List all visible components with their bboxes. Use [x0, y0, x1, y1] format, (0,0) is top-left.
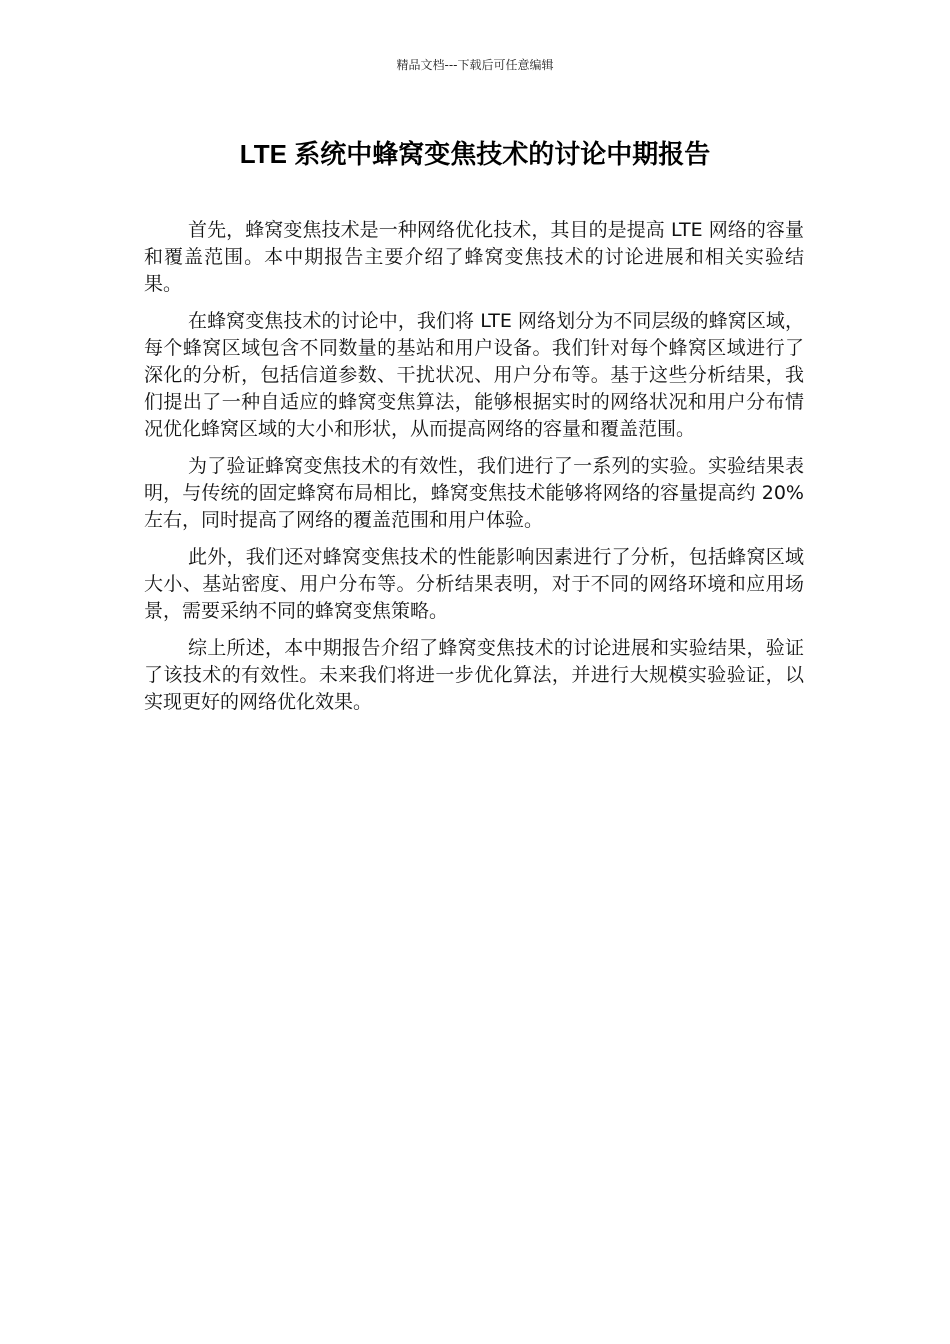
paragraph-intro: 首先，蜂窝变焦技术是一种网络优化技术，其目的是提高 LTE 网络的容量和覆盖范围。本中期报告主要介绍了蜂窝变焦技术的讨论进展和相关实验结果。	[144, 219, 804, 295]
paragraph-discussion: 在蜂窝变焦技术的讨论中，我们将 LTE 网络划分为不同层级的蜂窝区域，每个蜂窝区域包含不同数量的基站和用户设备。我们针对每个蜂窝区域进行了深化的分析，包括信道参数、干扰状况、用户分布等。基于这些分析结果，我们提出了一种自适应的蜂窝变焦算法，能够根据实时的网络状况和用户分布情况优化蜂窝区域的大小和形状，从而提高网络的容量和覆盖范围。	[144, 310, 804, 440]
paragraph-factors: 此外，我们还对蜂窝变焦技术的性能影响因素进行了分析，包括蜂窝区域大小、基站密度、用户分布等。分析结果表明，对于不同的网络环境和应用场景，需要采纳不同的蜂窝变焦策略。	[144, 546, 804, 622]
paragraph-summary: 综上所述，本中期报告介绍了蜂窝变焦技术的讨论进展和实验结果，验证了该技术的有效性。未来我们将进一步优化算法，并进行大规模实验验证，以实现更好的网络优化效果。	[144, 637, 804, 713]
header-note: 精品文档---下载后可任意编辑	[396, 58, 554, 72]
document-title: LTE 系统中蜂窝变焦技术的讨论中期报告	[239, 139, 711, 169]
document-body	[144, 217, 804, 726]
paragraph-experiment: 为了验证蜂窝变焦技术的有效性，我们进行了一系列的实验。实验结果表明，与传统的固定蜂窝布局相比，蜂窝变焦技术能够将网络的容量提高约 20%左右，同时提高了网络的覆盖范围和用户体验。	[144, 455, 804, 531]
